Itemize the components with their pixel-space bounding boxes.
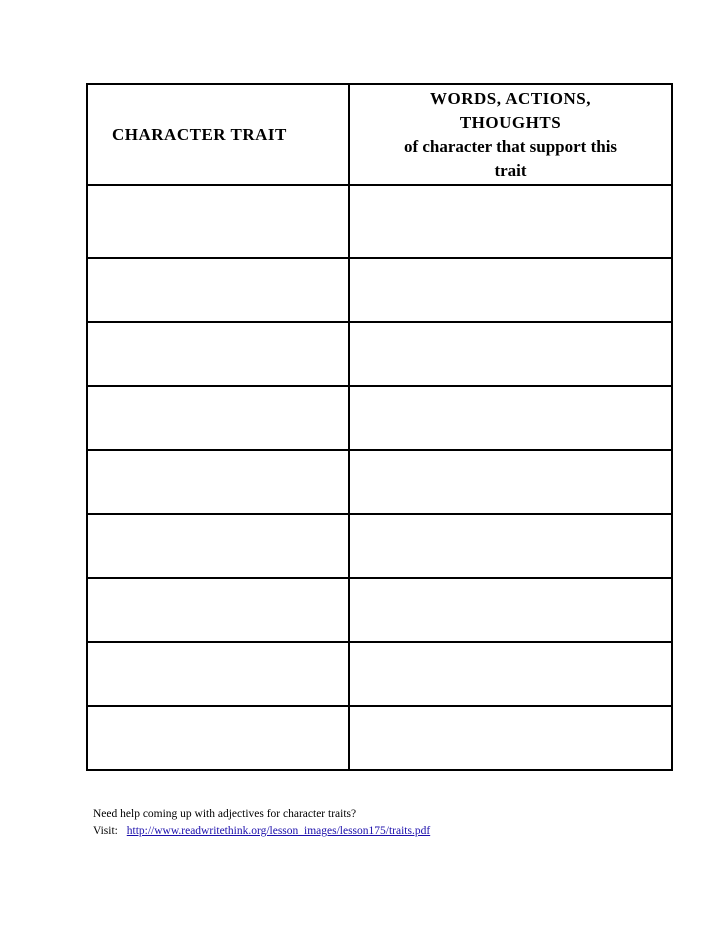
support-cell[interactable] xyxy=(349,578,672,642)
table-row xyxy=(87,258,672,322)
trait-cell[interactable] xyxy=(87,322,349,386)
header-line-4: trait xyxy=(494,160,527,180)
support-cell[interactable] xyxy=(349,258,672,322)
support-cell[interactable] xyxy=(349,642,672,706)
trait-cell[interactable] xyxy=(87,578,349,642)
table-row xyxy=(87,642,672,706)
table-row xyxy=(87,514,672,578)
table-row xyxy=(87,450,672,514)
support-cell[interactable] xyxy=(349,386,672,450)
support-cell[interactable] xyxy=(349,450,672,514)
support-cell[interactable] xyxy=(349,185,672,258)
header-line-2: THOUGHTS xyxy=(459,112,562,132)
header-line-1: WORDS, ACTIONS, xyxy=(429,88,591,108)
trait-cell[interactable] xyxy=(87,514,349,578)
visit-line xyxy=(93,823,430,840)
help-text: Need help coming up with adjectives for character traits? xyxy=(93,808,357,820)
header-line-3: of character that support this xyxy=(403,136,618,156)
help-note xyxy=(93,806,430,840)
visit-label: Visit: xyxy=(93,825,118,837)
support-cell[interactable] xyxy=(349,514,672,578)
trait-cell[interactable] xyxy=(87,450,349,514)
support-cell[interactable] xyxy=(349,322,672,386)
table-row xyxy=(87,185,672,258)
trait-cell[interactable] xyxy=(87,185,349,258)
table-row xyxy=(87,386,672,450)
trait-cell[interactable] xyxy=(87,706,349,770)
trait-cell[interactable] xyxy=(87,258,349,322)
trait-cell[interactable] xyxy=(87,642,349,706)
header-words-actions-thoughts xyxy=(349,84,672,185)
traits-pdf-link[interactable]: http://www.readwritethink.org/lesson_images/lesson175/traits.pdf xyxy=(126,825,431,837)
table-row xyxy=(87,322,672,386)
header-character-trait: CHARACTER TRAIT xyxy=(87,84,349,185)
table-row xyxy=(87,578,672,642)
character-trait-table xyxy=(86,83,673,771)
support-cell[interactable] xyxy=(349,706,672,770)
table-row xyxy=(87,706,672,770)
table-header-row xyxy=(87,84,672,185)
trait-cell[interactable] xyxy=(87,386,349,450)
